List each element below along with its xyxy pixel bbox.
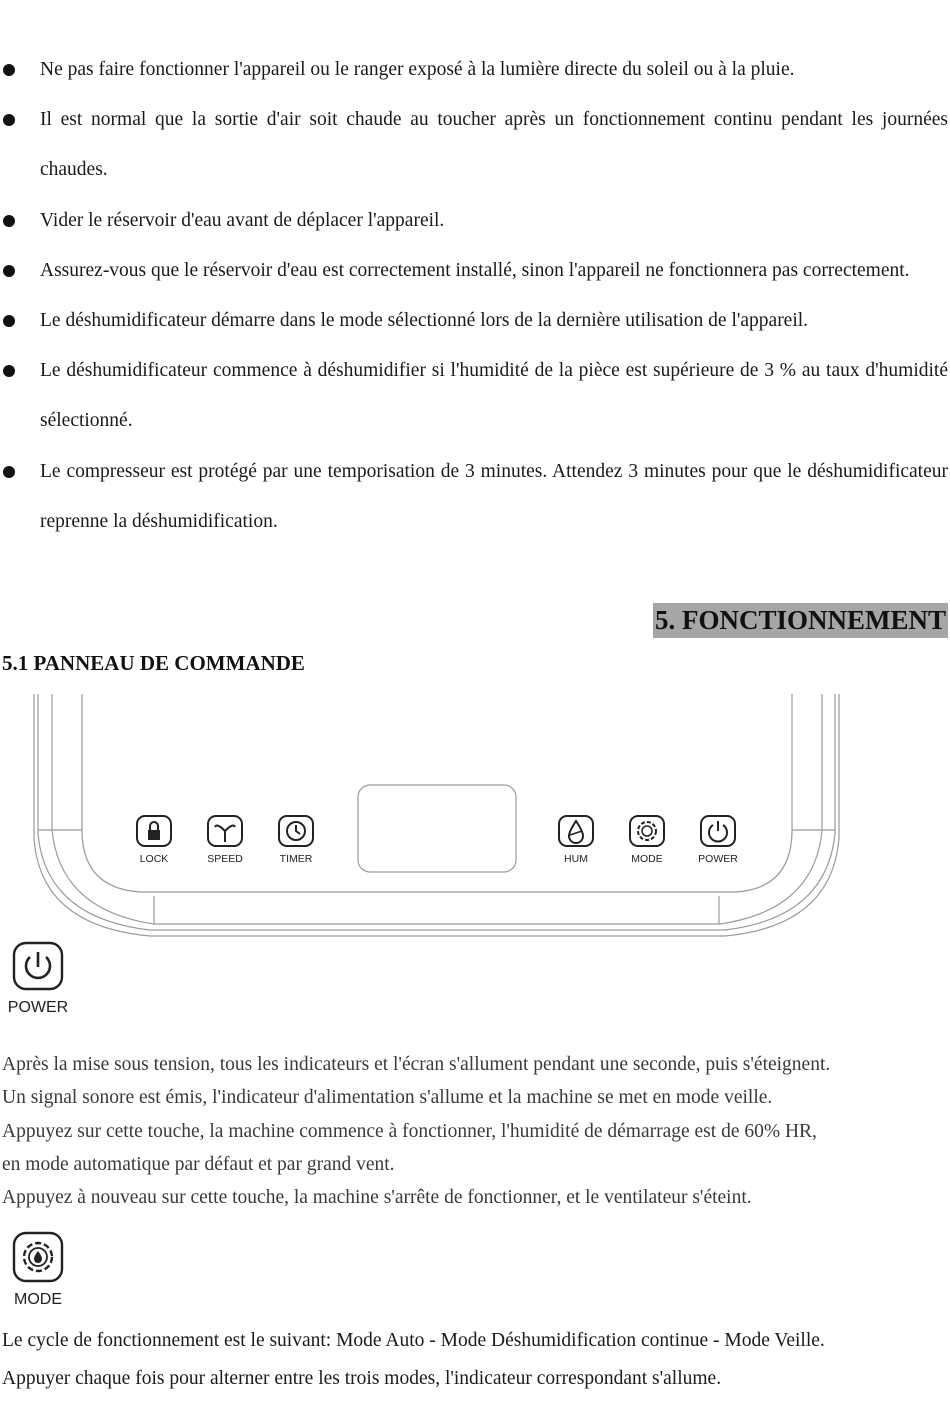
timer-button: [279, 816, 313, 865]
lock-button: [137, 816, 171, 865]
mode-description: [2, 1322, 948, 1397]
paragraph-line: Le cycle de fonctionnement est le suivant: Mode Auto - Mode Déshumidification continue - Mode Veille.: [2, 1330, 825, 1351]
bullet-dot-icon: [3, 265, 15, 277]
list-item-text: Le compresseur est protégé par une temporisation de 3 minutes. Attendez 3 minutes pour que le déshumidificateur reprenne la déshumidification.: [40, 460, 948, 532]
mode-key-illustration: [4, 1230, 72, 1309]
mode-label: MODE: [631, 853, 663, 865]
list-item: [0, 45, 950, 95]
paragraph-line: Appuyer chaque fois pour alterner entre les trois modes, l'indicateur correspondant s'allume.: [2, 1367, 722, 1389]
bullet-dot-icon: [3, 114, 15, 126]
power-label: POWER: [698, 853, 738, 865]
list-item-text: Assurez-vous que le réservoir d'eau est correctement installé, sinon l'appareil ne fonctionnera pas correctement.: [40, 259, 910, 281]
hum-button: [559, 816, 593, 865]
list-item-text: Le déshumidificateur démarre dans le mode sélectionné lors de la dernière utilisation de l'appareil.: [40, 310, 809, 332]
hum-label: HUM: [564, 853, 588, 865]
power-icon: [10, 940, 66, 992]
section-title: 5. FONCTIONNEMENT: [653, 603, 948, 638]
list-item: [0, 196, 950, 246]
paragraph-line: Appuyez à nouveau sur cette touche, la machine s'arrête de fonctionner, et le ventilateur s'éteint.: [2, 1187, 752, 1209]
list-item-text: Vider le réservoir d'eau avant de déplacer l'appareil.: [40, 209, 445, 231]
control-panel-diagram: [0, 688, 950, 950]
mode-key-label: MODE: [14, 1291, 62, 1308]
list-item: [0, 246, 950, 296]
paragraph-line: Un signal sonore est émis, l'indicateur d'alimentation s'allume et la machine se met en mode veille.: [2, 1087, 773, 1109]
bullet-dot-icon: [3, 64, 15, 76]
paragraph-line: Appuyez sur cette touche, la machine commence à fonctionner, l'humidité de démarrage est de 60% HR,: [2, 1120, 817, 1142]
paragraph-line: Après la mise sous tension, tous les indicateurs et l'écran s'allument pendant une seconde, puis s'éteignent.: [2, 1054, 831, 1075]
list-item: [0, 447, 950, 547]
lock-label: LOCK: [139, 853, 169, 865]
bullet-dot-icon: [3, 315, 15, 327]
gear-drop-icon: [10, 1230, 66, 1284]
precautions-list: [0, 45, 950, 547]
list-item-text: Il est normal que la sortie d'air soit chaude au toucher après un fonctionnement continu pendant les journées chaudes.: [40, 109, 948, 181]
list-item: [0, 296, 950, 346]
list-item-text: Ne pas faire fonctionner l'appareil ou le ranger exposé à la lumière directe du soleil ou à la pluie.: [40, 59, 795, 80]
timer-label: TIMER: [279, 853, 313, 865]
list-item: [0, 346, 950, 446]
paragraph-line: en mode automatique par défaut et par grand vent.: [2, 1153, 395, 1175]
speed-label: SPEED: [207, 853, 243, 865]
power-description: [2, 1048, 948, 1214]
list-item: [0, 95, 950, 195]
bullet-dot-icon: [3, 466, 15, 478]
bullet-dot-icon: [3, 215, 15, 227]
list-item-text: Le déshumidificateur commence à déshumidifier si l'humidité de la pièce est supérieure de 3 % au taux d'humidité sélectionné.: [40, 360, 948, 432]
power-key-label: POWER: [7, 999, 69, 1016]
speed-button: [207, 816, 243, 865]
subsection-title: 5.1 PANNEAU DE COMMANDE: [2, 651, 305, 675]
bullet-dot-icon: [3, 365, 15, 377]
power-key-illustration: [4, 940, 72, 1017]
power-button: [698, 816, 738, 865]
mode-button: [630, 816, 664, 865]
